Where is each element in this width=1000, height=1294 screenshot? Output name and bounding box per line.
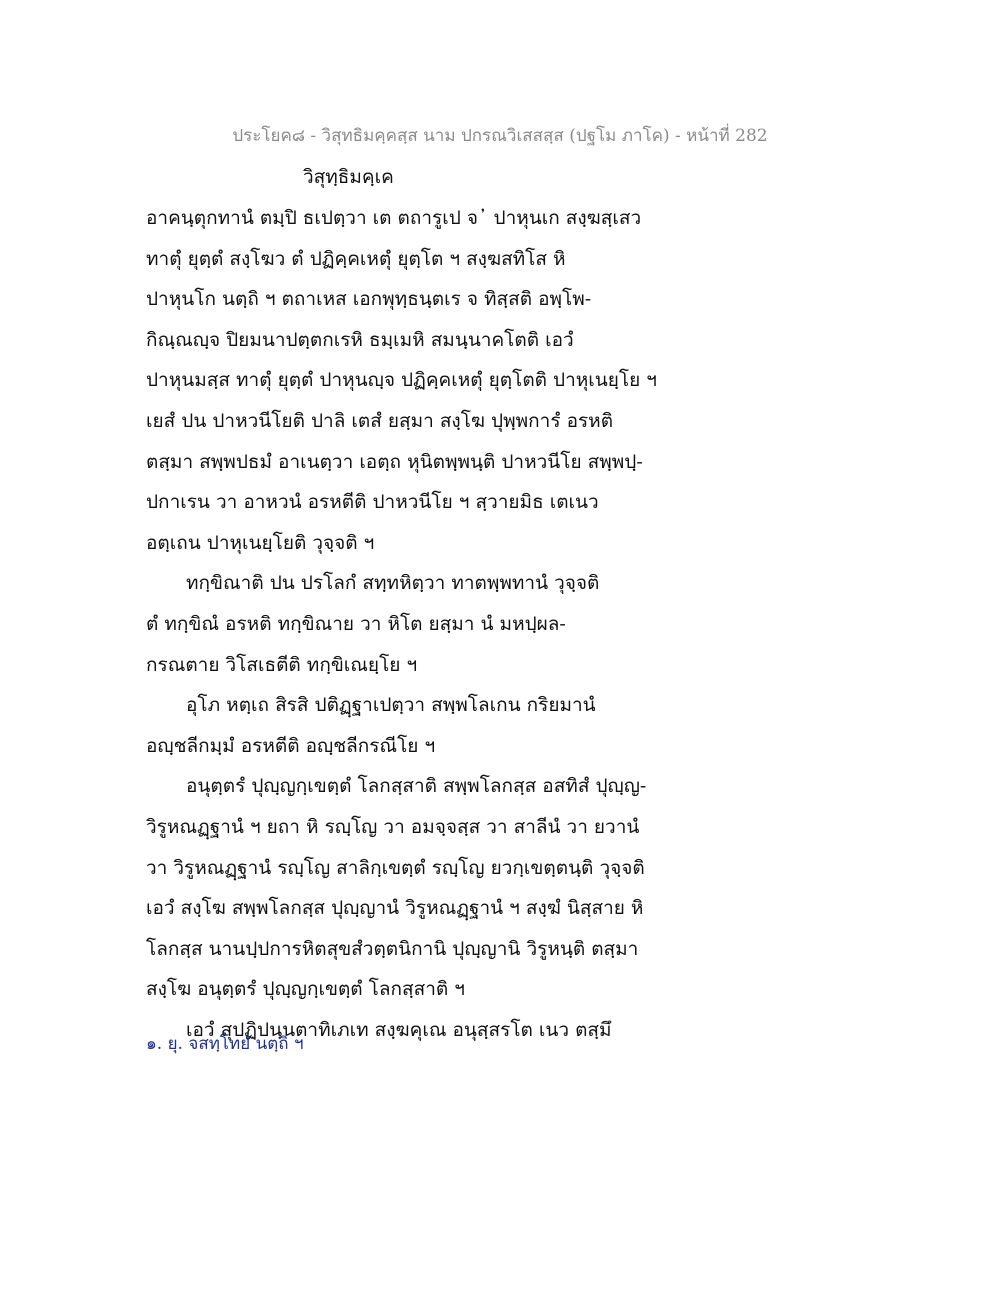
text-line: ตํ ทกฺขิณํ อรหติ ทกฺขิณาย วา หิโต ยสฺมา นํ มหปฺผล- [146,612,566,635]
running-header: ประโยค๘ - วิสุทธิมคฺคสฺส นาม ปกรณวิเสสสฺส (ปฐโม ภาโค) - หน้าที่ 282 [232,126,768,146]
text-line: วา วิรูหณฏฺฐานํ รญฺโญ สาลิกฺเขตฺตํ รญฺโญ ยวกฺเขตฺตนฺติ วุจฺจติ [146,856,645,879]
text-line: ตสฺมา สพฺพปธมํ อาเนตฺวา เอตฺถ หุนิตพฺพนฺติ ปาหวนีโย สพฺพปฺ- [146,450,643,473]
text-line: ปาหุนโก นตฺถิ ฯ ตถาเหส เอกพุทฺธนฺตเร จ ทิสฺสติ อพฺโพ- [146,288,592,311]
text-line: โลกสฺส นานปฺปการหิตสุขสํวตฺตนิกานิ ปุญฺญานิ วิรูหนฺติ ตสฺมา [146,937,639,960]
text-line: วิรูหณฏฺฐานํ ฯ ยถา หิ รญฺโญ วา อมจฺจสฺส วา สาลีนํ วา ยวานํ [146,815,640,838]
paragraph-start-line: เอวํ สุปฏิปนฺนตาทิเภเท สงฺฆคุเณ อนุสฺสรโต เนว ตสฺมึ [186,1018,612,1041]
text-line: สงฺโฆ อนุตฺตรํ ปุญฺญกฺเขตฺตํ โลกสฺสาติ ฯ [146,978,465,1001]
text-line: อญฺชลีกมฺมํ อรหตีติ อญฺชลีกรณีโย ฯ [146,734,436,757]
footnote: ๑. ยุ. จสทฺโทยํ นตฺถิ ฯ [146,1034,304,1054]
paragraph-start-line: อุโภ หตฺเถ สิรสิ ปติฏฺฐาเปตฺวา สพฺพโลเกน กริยมานํ [186,694,596,717]
text-line: อาคนฺตุกทานํ ตมฺปิ ธเปตฺวา เต ตถารูเป จ᾿ ปาหุนเก สงฺฆสฺเสว [146,207,642,229]
text-line: เอวํ สงฺโฆ สพฺพโลกสฺส ปุญฺญานํ วิรูหณฏฺฐานํ ฯ สงฺฆํ นิสฺสาย หิ [146,897,644,920]
text-line: ปาหุนมสฺส ทาตุํ ยุตฺตํ ปาหุนญฺจ ปฏิคฺคเหตุํ ยุตฺโตติ ปาหุเนยฺโย ฯ [146,369,657,392]
section-title: วิสุทฺธิมคฺเค [303,166,394,188]
text-line: กิณฺณญฺจ ปิยมนาปตฺตกเรหิ ธมฺเมหิ สมนฺนาคโตติ เอวํ [146,328,574,351]
body-text [146,198,706,1050]
paragraph-start-line: ทกฺขิณาติ ปน ปรโลกํ สทฺทหิตฺวา ทาตพฺพทานํ วุจฺจติ [186,572,600,595]
text-line: กรณตาย วิโสเธตีติ ทกฺขิเณยฺโย ฯ [146,653,418,676]
text-line: ปกาเรน วา อาหวนํ อรหตีติ ปาหวนีโย ฯ สฺวายมิธ เตเนว [146,491,599,514]
text-line: ทาตุํ ยุตฺตํ สงฺโฆว ตํ ปฏิคฺคเหตุํ ยุตฺโต ฯ สงฺฆสทิโส หิ [146,247,566,270]
text-line: อตฺเถน ปาหุเนยฺโยติ วุจฺจติ ฯ [146,531,375,554]
text-line: เยสํ ปน ปาหวนีโยติ ปาลิ เตสํ ยสฺมา สงฺโฆ ปุพฺพการํ อรหติ [146,409,614,432]
paragraph-start-line: อนุตฺตรํ ปุญฺญกฺเขตฺตํ โลกสฺสาติ สพฺพโลกสฺส อสทิสํ ปุญฺญ- [186,775,647,798]
